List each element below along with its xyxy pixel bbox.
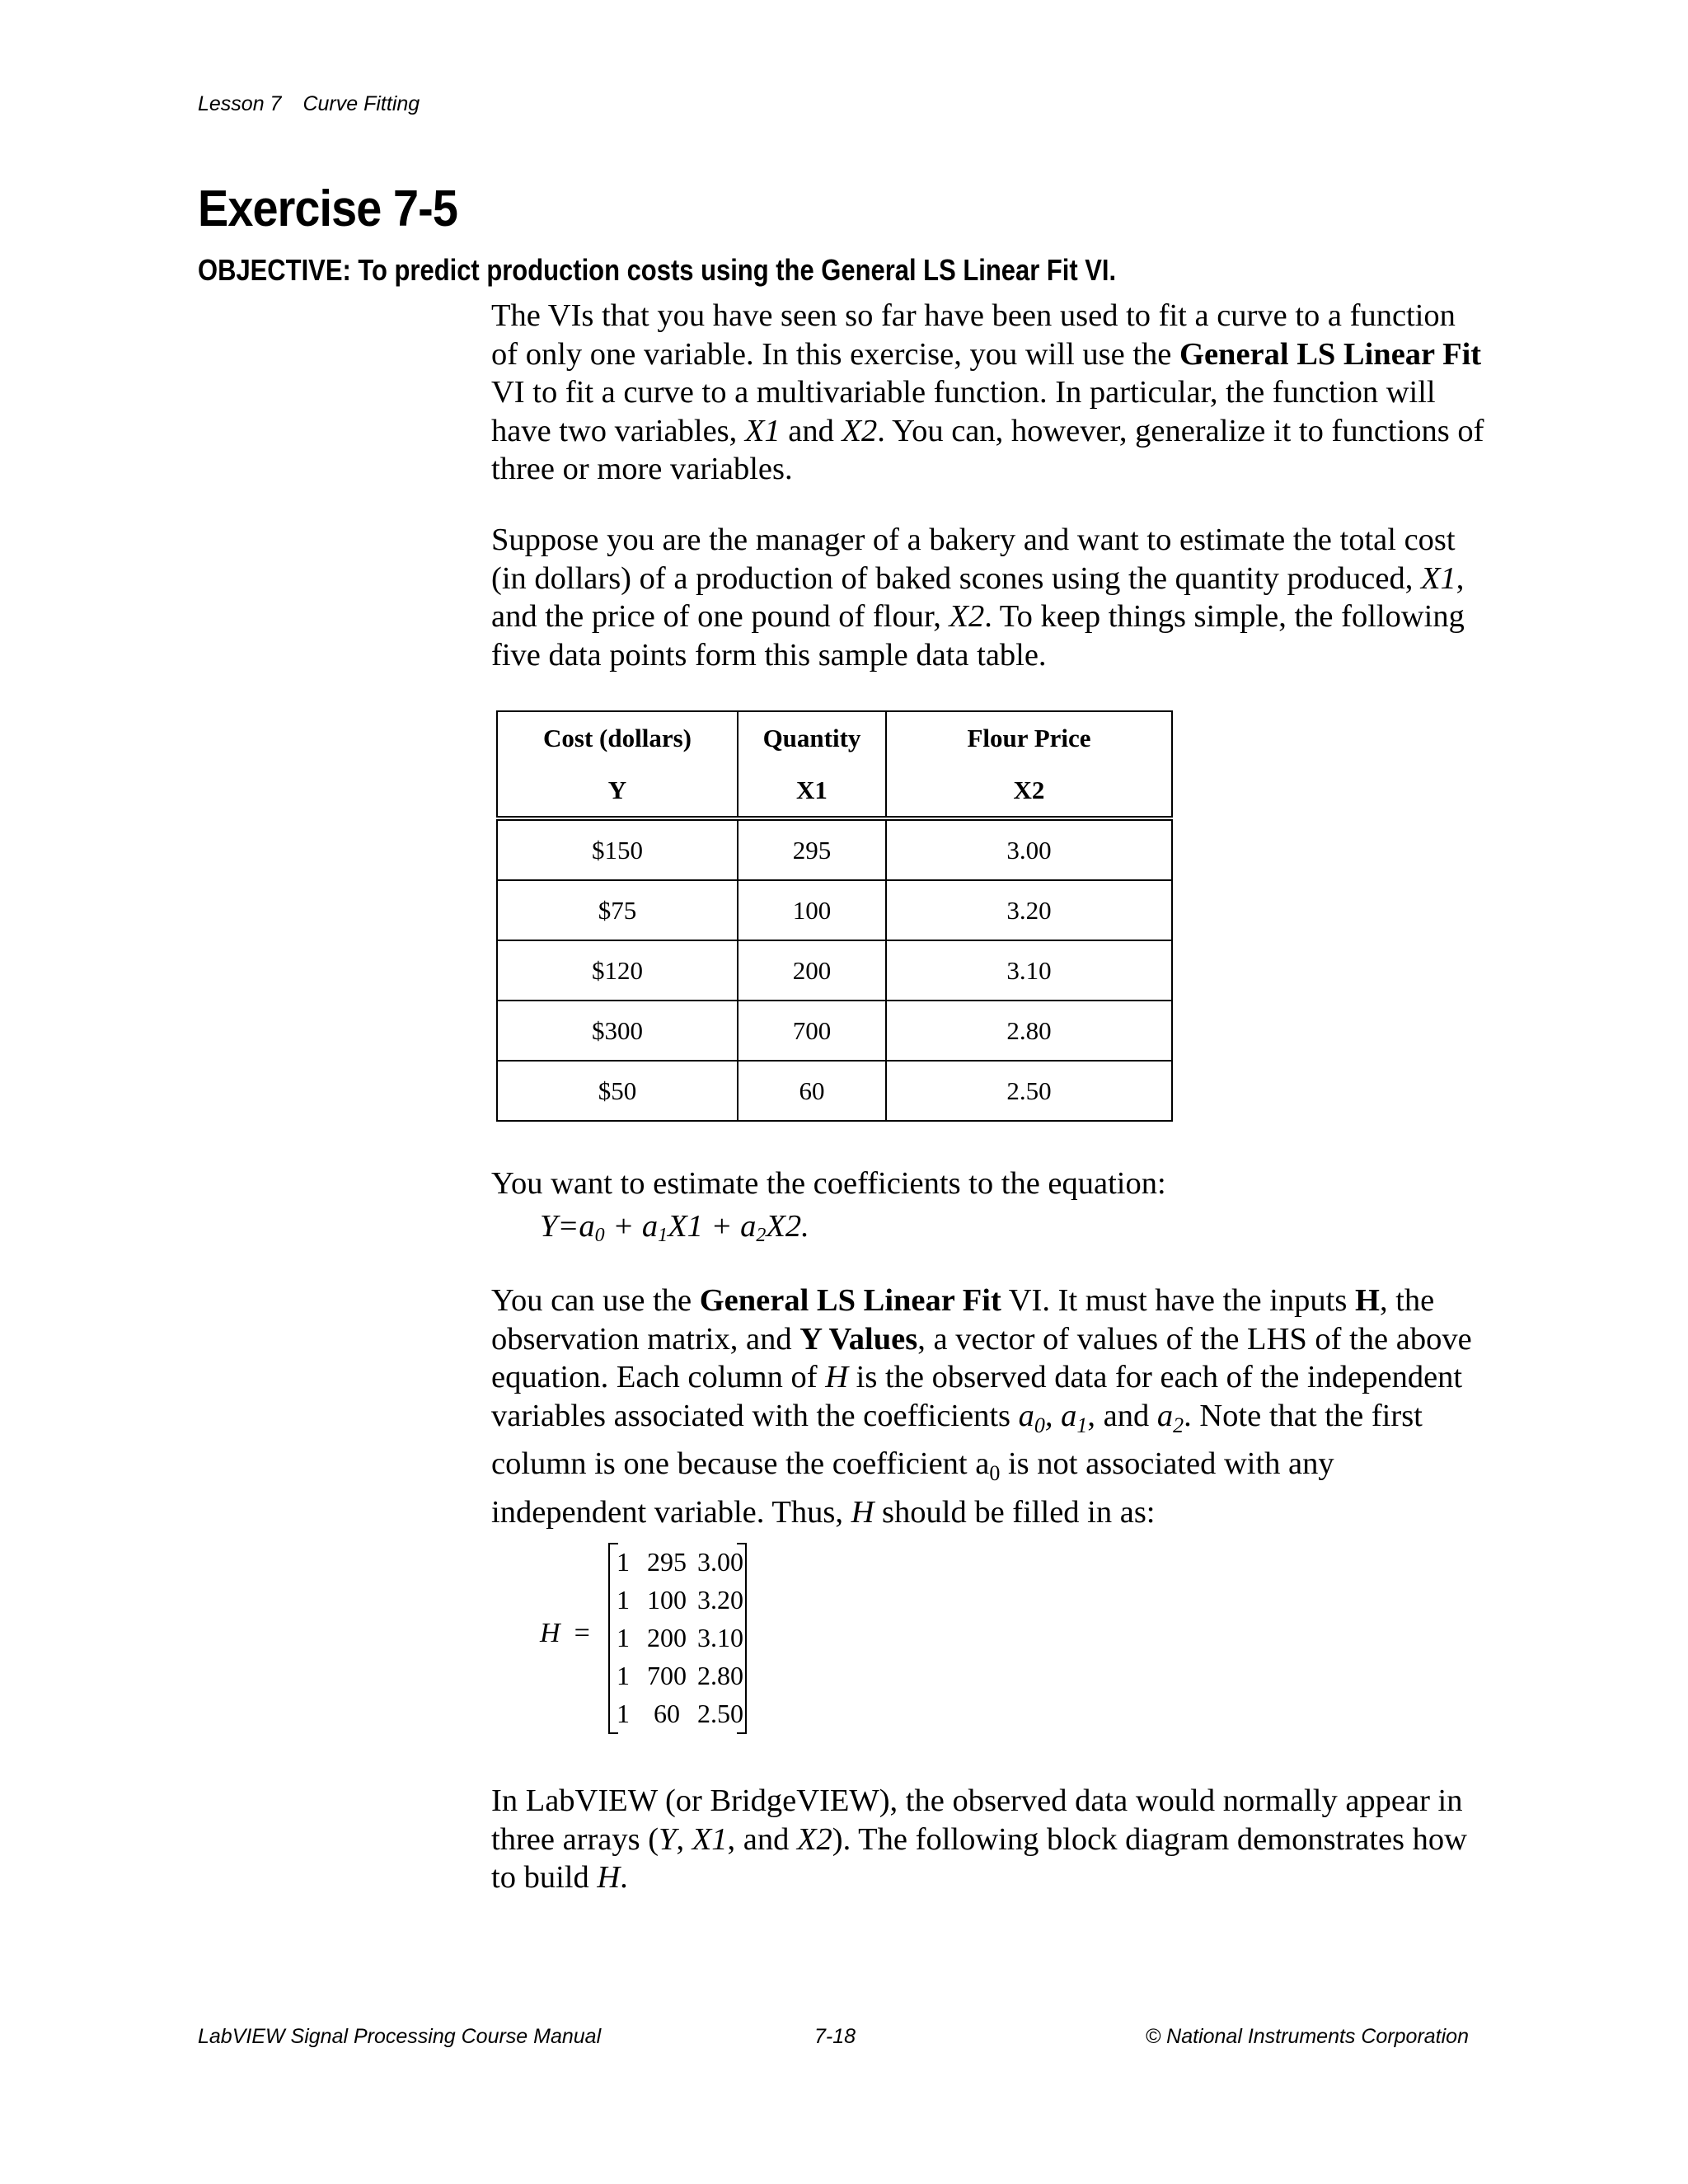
header-topic: Curve Fitting bbox=[302, 92, 420, 115]
table-cell: $75 bbox=[497, 880, 738, 940]
column-header: Flour Price X2 bbox=[886, 711, 1172, 818]
exercise-title: Exercise 7-5 bbox=[198, 180, 457, 237]
intro-paragraph: The VIs that you have seen so far have been used to fit a curve to a function of only one variable. In this exercise, you will use the General LS Linear Fit VI to fit a curve to a multivariable function. In particular, the function will have two variables, X1 and X2. You can, however, generalize it to functions of three or more variables. bbox=[491, 298, 1484, 486]
table-row bbox=[497, 1001, 1172, 1061]
objective-heading: OBJECTIVE: To predict production costs using the General LS Linear Fit VI. bbox=[198, 253, 1117, 287]
table-cell: 100 bbox=[738, 880, 886, 940]
table-row bbox=[497, 880, 1172, 940]
observation-matrix: 1 295 3.00 1 100 3.20 1 200 3.10 1 700 2.80 1 60 2.50 bbox=[608, 1543, 747, 1734]
sample-data-table bbox=[496, 710, 1173, 1122]
table-cell: $300 bbox=[497, 1001, 738, 1061]
table-cell: 60 bbox=[738, 1061, 886, 1121]
running-header bbox=[198, 92, 420, 116]
table-cell: 295 bbox=[738, 818, 886, 880]
table-row bbox=[497, 940, 1172, 1001]
table-cell: 3.00 bbox=[886, 818, 1172, 880]
table-header-row bbox=[497, 711, 1172, 818]
matrix-label: H = bbox=[540, 1618, 590, 1648]
table-cell: $150 bbox=[497, 818, 738, 880]
header-lesson: Lesson 7 bbox=[198, 92, 282, 115]
table-cell: 2.80 bbox=[886, 1001, 1172, 1061]
column-header: Quantity X1 bbox=[738, 711, 886, 818]
table-cell: 2.50 bbox=[886, 1061, 1172, 1121]
equation-intro: You want to estimate the coefficients to the equation: bbox=[491, 1166, 1166, 1201]
column-header: Cost (dollars) Y bbox=[497, 711, 738, 818]
page-number: 7-18 bbox=[814, 2025, 856, 2048]
regression-equation: $Y=a_0 + a_1X1 + a_2X2$. bbox=[540, 1209, 809, 1246]
table-cell: 3.10 bbox=[886, 940, 1172, 1001]
footer-copyright: © National Instruments Corporation bbox=[1145, 2025, 1469, 2048]
table-row bbox=[497, 1061, 1172, 1121]
scenario-paragraph: Suppose you are the manager of a bakery and want to estimate the total cost (in dollars) of a production of baked scones using the quantity produced, X1, and the price of one pound of flour, X2. To keep things simple, the following five data points form this sample data table. bbox=[491, 523, 1465, 673]
block-diagram-intro: In LabVIEW (or BridgeVIEW), the observed data would normally appear in three arrays (Y, X1, and X2). The following block diagram demonstrates how to build H. bbox=[491, 1783, 1467, 1895]
table-cell: 3.20 bbox=[886, 880, 1172, 940]
table-cell: 200 bbox=[738, 940, 886, 1001]
observation-matrix-paragraph: You can use the General LS Linear Fit VI. It must have the inputs H, the observation matrix, and Y Values, a vector of values of the LHS of the above equation. Each column of H is the observed data for each of the independent variables associated with the coefficients $a_0$, $a_1$, and $a_2$. Note that the first column is one because the coefficient $a_0$ is not associated with any independent variable. Thus, H should be filled in as: bbox=[491, 1283, 1472, 1530]
table-cell: 700 bbox=[738, 1001, 886, 1061]
table-row bbox=[497, 818, 1172, 880]
footer-manual-title: LabVIEW Signal Processing Course Manual bbox=[198, 2025, 602, 2048]
table-cell: $50 bbox=[497, 1061, 738, 1121]
table-cell: $120 bbox=[497, 940, 738, 1001]
vi-name: General LS Linear Fit bbox=[1179, 336, 1482, 372]
